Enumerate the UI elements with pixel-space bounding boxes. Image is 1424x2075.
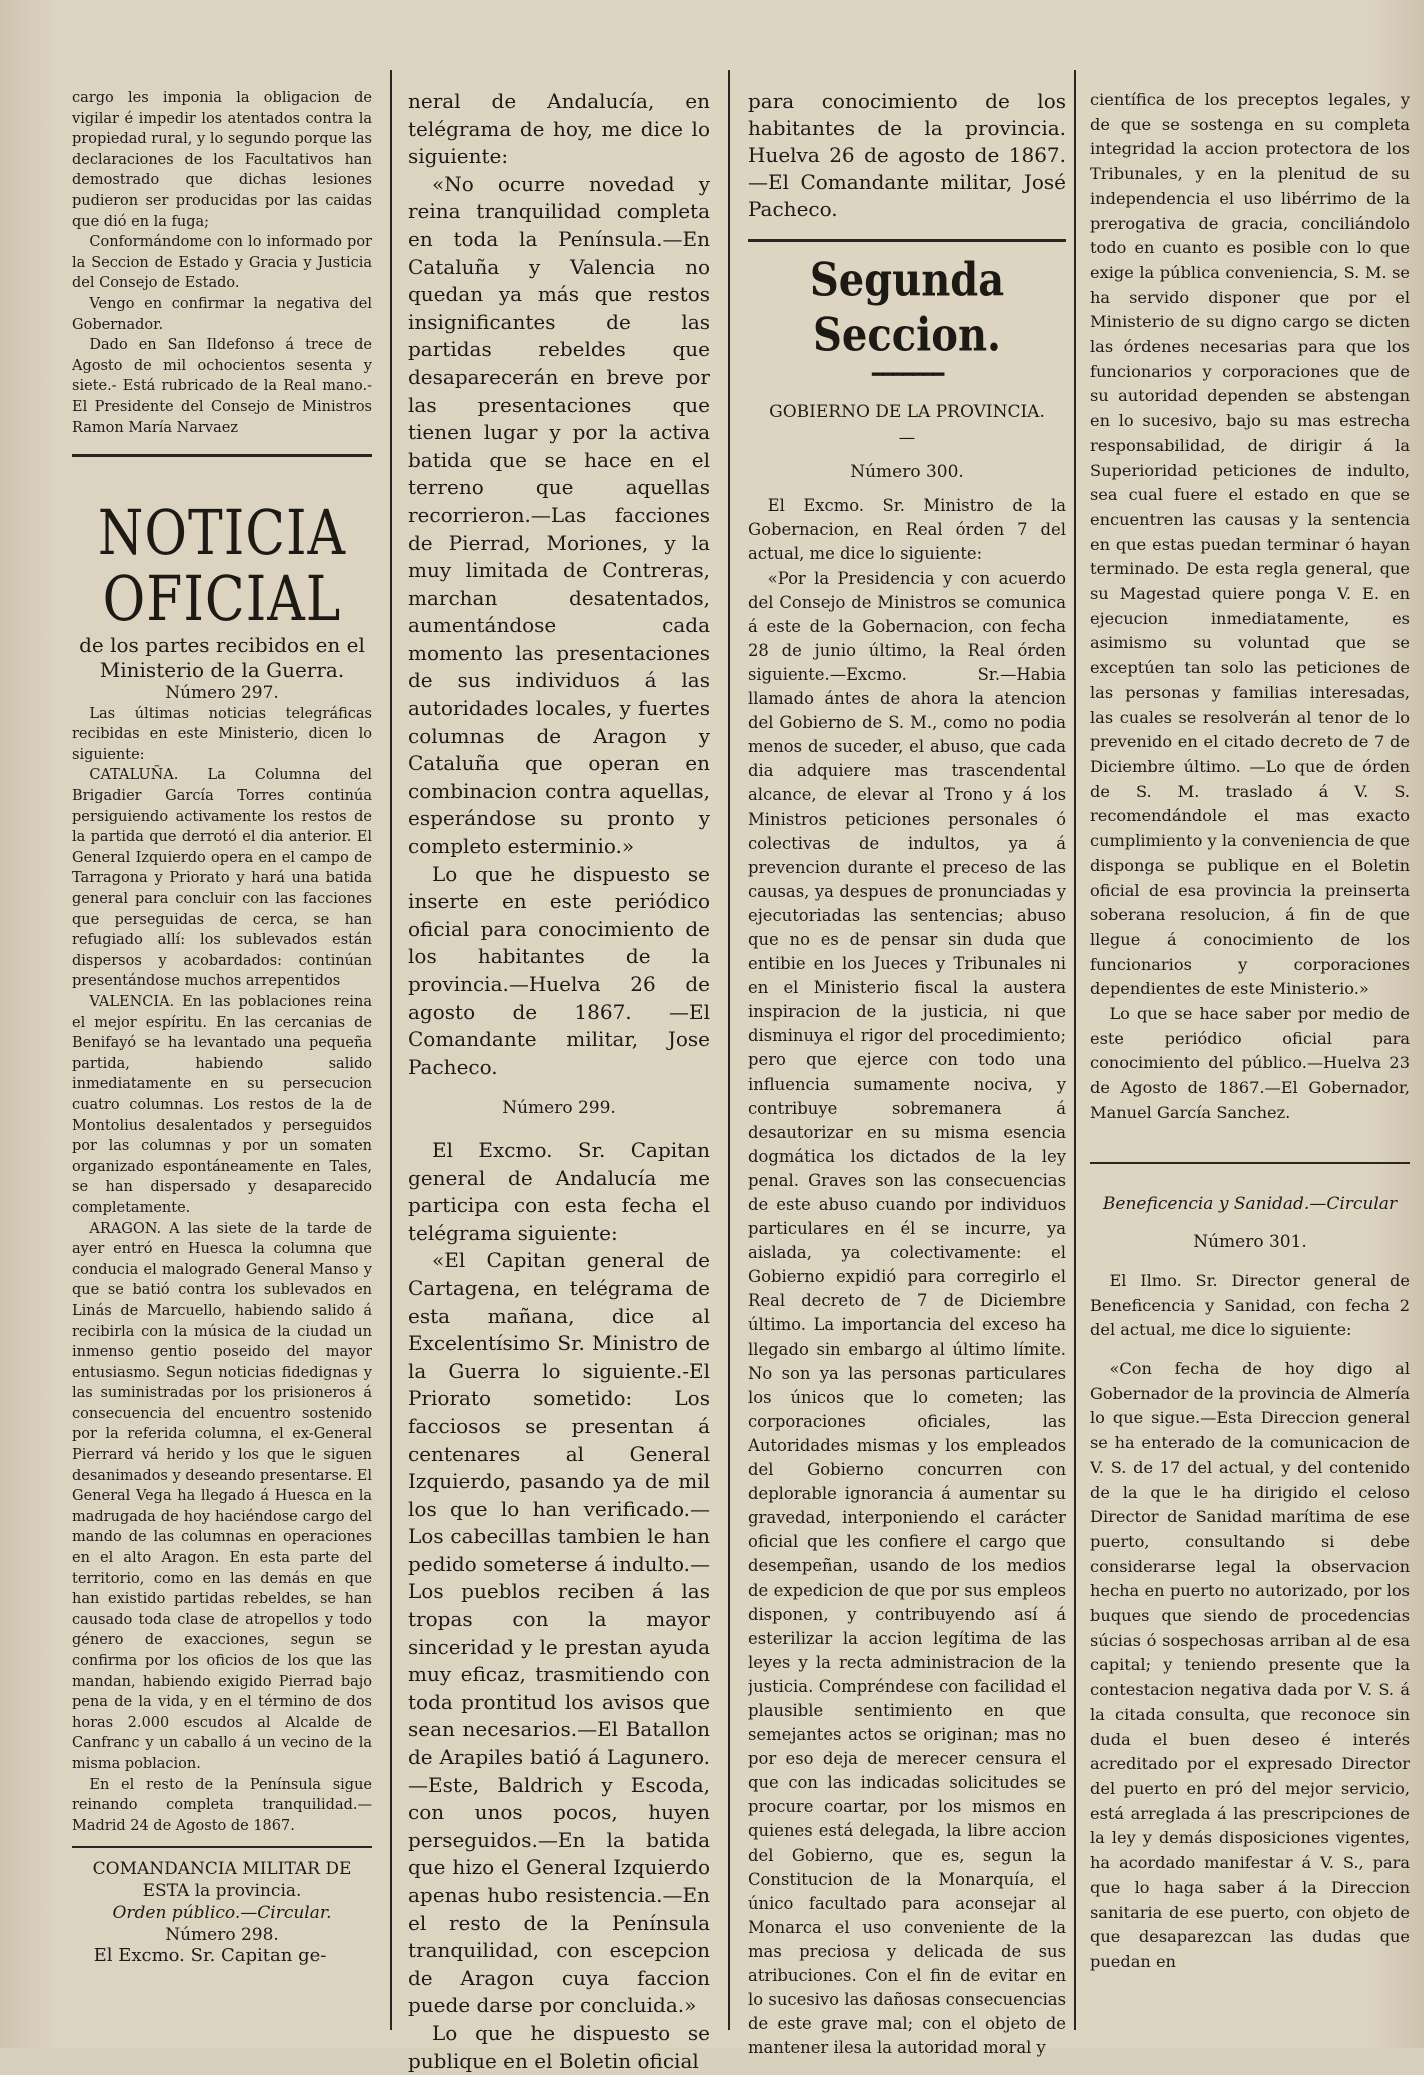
paragraph: Lo que he dispuesto se inserte en este periódico oficial para conocimiento de los habitantes de la provincia.—Huelva 26 de agosto de 1867. —El Comandante militar, Jose Pacheco.: [408, 861, 710, 1079]
paragraph: CATALUÑA. La Columna del Brigadier García Torres continúa persiguiendo activamente los restos de la partida que derrotó el dia anterior. El General Izquierdo opera en el campo de Tarragona y Priorato y hará una batida general para concluir con las facciones que perseguidas de cerca, se han refugiado allí: los sublevados están dispersos y acobardados: continúan presentándose muchos arrepentidos: [72, 767, 372, 990]
section-title: Segunda Seccion.: [809, 252, 1005, 363]
paragraph: «El Capitan general de Cartagena, en telégrama de esta mañana, dice al Excelentísimo Sr. Ministro de la Guerra lo siguiente.-El Priorato sometido: Los facciosos se presentan á centenares al General Izquierdo, pasando ya de mil los que lo han verificado.—Los cabecillas tambien le han pedido someterse á indulto.—Los pueblos reciben á las tropas con la mayor sinceridad y le prestan ayuda muy eficaz, trasmitiendo con toda prontitud los avisos que sean necesarios.—El Batallon de Arapiles batió á Lagunero.—Este, Baldrich y Escoda, con unos pocos, huyen perseguidos.—En la batida que hizo el General Izquierdo apenas hubo resistencia.—En el resto de la Península tranquilidad, con escepcion de Aragon cuya faccion puede darse por concluida.»: [408, 1248, 710, 2018]
paragraph: Lo que se hace saber por medio de este periódico oficial para conocimiento del público.—Huelva 23 de Agosto de 1867.—El Gobernador, Manuel García Sanchez.: [1090, 1004, 1410, 1122]
paragraph: «Con fecha de hoy digo al Gobernador de la provincia de Almería lo que sigue.—Esta Direccion general se ha enterado de la comunicacion de V. S. de 17 del actual, y del contenido de la que le ha dirigido el celoso Director de Sanidad marítima de ese puerto, consultando si debe considerarse legal la observacion hecha en puerto no autorizado, por los buques que siendo de procedencias súcias ó sospechosas arriban al de esa capital; y teniendo presente que la contestacion negativa dada por V. S. á la citada consulta, que reconoce sin duda el buen deseo é interés acreditado por el expresado Director del puerto en pró del mejor servicio, está arreglada á las prescripciones de la ley y demás disposiciones vigentes, ha acordado manifestar á V. S., para que lo haga saber á la Direccion sanitaria de ese puerto, con objeto de que desaparezcan las dudas que puedan en: [1090, 1359, 1410, 1971]
ornament-rule: ━━━━━━━: [871, 362, 943, 386]
paragraph: El Excmo. Sr. Capitan ge-: [93, 1945, 327, 1967]
paragraph: científica de los preceptos legales, y de que se sostenga en su completa integridad la accion protectora de los Tribunales, y en la plenitud de su independencia el uso libérrimo de la prerogativa de gracia, conciliándolo todo en cuanto es posible con lo que exige la pública conveniencia, S. M. se ha servido disponer que por el Ministerio de su digno cargo se dicten las órdenes necesarias para que los funcionarios y corporaciones que de su autoridad dependen se abstengan en lo sucesivo, bajo su mas estrecha responsabilidad, de dirigir á la Superioridad peticiones de indulto, sea cual fuere el estado en que se encuentren las causas y la sentencia en que estas puedan terminar ó hayan terminado. De esta regla general, que su Magestad quiere ponga V. E. en ejecucion inmediatamente, es asimismo su voluntad que se exceptúen tan solo las peticiones de las personas y familias interesadas, las cuales se resolverán al tenor de lo prevenido en el citado decreto de 7 de Diciembre último. —Lo que de órden de S. M. traslado á V. S. recomendándole el mas exacto cumplimiento y la conveniencia de que disponga se publique en el Boletin oficial de esa provincia la preinserta soberana resolucion, á fin de que llegue á conocimiento de los funcionarios y corporaciones dependientes de este Ministerio.»: [1090, 90, 1410, 999]
divider: [1090, 1162, 1410, 1164]
paragraph: Las últimas noticias telegráficas recibidas en este Ministerio, dicen lo siguiente:: [72, 705, 372, 763]
paragraph: neral de Andalucía, en telégrama de hoy, me dice lo siguiente:: [408, 89, 710, 169]
column-2: [408, 88, 710, 2075]
dash: —: [898, 428, 916, 448]
paragraph: VALENCIA. En las poblaciones reina el mejor espíritu. En las cercanias de Benifayó se ha levantado una pequeña partida, habiendo salido inmediatamente en su persecucion cuatro columnas. Los restos de la de Montolius desalentados y perseguidos por las columnas y por un somaten organizado espontáneamente en Tales, se han dispersado y desaparecido completamente.: [72, 994, 372, 1216]
divider: [748, 239, 1066, 242]
column-1: [72, 88, 372, 1967]
paragraph: En el resto de la Península sigue reinando completa tranquilidad.—Madrid 24 de Agosto de 1867.: [72, 1776, 372, 1834]
section-heading: Beneficencia y Sanidad.—Circular: [1102, 1193, 1398, 1214]
divider: [72, 454, 372, 457]
paragraph: «Por la Presidencia y con acuerdo del Consejo de Ministros se comunica á este de la Gobernacion, con fecha 28 de junio último, la Real órden siguiente.—Excmo. Sr.—Habia llamado ántes de ahora la atencion del Gobierno de S. M., como no podia menos de suceder, el abuso, que cada dia adquiere mas trascendental alcance, de elevar al Trono y á los Ministros peticiones personales ó colectivas de indultos, ya á prevencion durante el preceso de las causas, ya despues de pronunciadas y ejecutoriadas las sentencias; abuso que no es de pensar sin duda que entibie en los Jueces y Tribunales ni en el Ministerio fiscal la austera inspiracion de la justicia, ni que disminuya el rigor del procedimiento; pero que ejerce con todo una influencia sumamente nociva, y contribuye sobremanera á desautorizar en su misma esencia dogmática los dictados de la ley penal. Graves son las consecuencias de este abuso cuando por individuos particulares en él se incurre, ya aislada, ya colectivamente: el Gobierno expidió para corregirlo el Real decreto de 7 de Diciembre último. La importancia del exceso ha llegado sin embargo al último límite. No son ya las personas particulares los únicos que lo cometen; las corporaciones oficiales, las Autoridades mismas y los empleados del Gobierno concurren con deplorable ignorancia á aumentar su gravedad, interponiendo el carácter oficial que les confiere el cargo que desempeñan, usando de los medios de expedicion de que por sus empleos disponen, y contribuyendo así á esterilizar la accion legítima de las leyes y la recta administracion de la justicia. Compréndese con facilidad el plausible sentimiento en que semejantes actos se originan; mas no por eso deja de merecer censura el que con las indicadas solicitudes se procure coartar, por los mismos en quienes está delegada, la libre accion del Gobierno, que es, segun la Constitucion de la Monarquía, el único facultado para aconsejar al Monarca el uso conveniente de la mas preciosa y delicada de sus atribuciones. Con el fin de evitar en lo sucesivo las dañosas consecuencias de este grave mal; con el objeto de mantener ilesa la autoridad moral y: [748, 568, 1066, 2058]
column-3: [748, 88, 1066, 2060]
number-heading: Número 299.: [502, 1098, 616, 1119]
paragraph: Dado en San Ildefonso á trece de Agosto de mil ochocientos sesenta y siete.- Está rubricado de la Real mano.- El Presidente del Consejo de Ministros Ramon María Narvaez: [72, 337, 372, 436]
section-heading: Orden público.—Circular.: [112, 1903, 332, 1924]
paragraph: para conocimiento de los habitantes de la provincia. Huelva 26 de agosto de 1867.—El Comandante militar, José Pacheco.: [748, 89, 1066, 221]
section-heading: COMANDANCIA MILITAR DE ESTA la provincia.: [92, 1859, 352, 1902]
column-4: [1090, 88, 1410, 1975]
paragraph: «No ocurre novedad y reina tranquilidad completa en toda la Península.—En Cataluña y Valencia no quedan ya más que restos insignificantes de las partidas rebeldes que desaparecerán en breve por las presentaciones que tienen lugar y por la activa batida que se hace en el terreno que aquellas recorrieron.—Las facciones de Pierrad, Moriones, y la muy limitada de Contreras, marchan desatentados, aumentándose cada momento las presentaciones de sus individuos á las autoridades locales, y fuertes columnas de Aragon y Cataluña que operan en combinacion contra aquellas, esperándose su pronto y completo esterminio.»: [408, 171, 710, 859]
paragraph: cargo les imponia la obligacion de vigilar é impedir los atentados contra la propiedad rural, y lo segundo porque las declaraciones de los Facultativos han demostrado que dichas lesiones pudieron ser producidas por las caidas que dió en la fuga;: [72, 90, 372, 230]
paragraph: El Ilmo. Sr. Director general de Beneficencia y Sanidad, con fecha 2 del actual, me dice lo siguiente:: [1090, 1270, 1410, 1340]
paragraph: Conformándome con lo informado por la Seccion de Estado y Gracia y Justicia del Consejo de Estado.: [72, 234, 372, 292]
paragraph: Lo que he dispuesto se publique en el Boletin oficial: [408, 2020, 710, 2073]
paragraph: ARAGON. A las siete de la tarde de ayer entró en Huesca la columna que conducia el malogrado General Manso y que se batió contra los sublevados en Linás de Marcuello, habiendo salido á recibirla con la música de la ciudad un inmenso gentio poseido del mayor entusiasmo. Segun noticias fidedignas y las suministradas por los prisioneros á consecuencia del encuentro sostenido por la referida columna, el ex-General Pierrard vá herido y los que le siguen desanimados y deseando presentarse. El General Vega ha llegado á Huesca en la madrugada de hoy haciéndose cargo del mando de las columnas en operaciones en el alto Aragon. En esta parte del territorio, como en las demás en que han existido partidas rebeldes, se han causado toda clase de atropellos y todo género de exacciones, segun se confirma por los oficios de los que las mandan, habiendo exigido Pierrad bajo pena de la vida, y en el término de dos horas 2.000 escudos al Alcalde de Canfranc y un caballo á un vecino de la misma poblacion.: [72, 1220, 372, 1772]
column-rule: [728, 70, 730, 2030]
number-heading: Número 298.: [165, 1925, 279, 1946]
paragraph: El Excmo. Sr. Ministro de la Gobernacion, en Real órden 7 del actual, me dice lo siguiente:: [748, 496, 1066, 564]
section-heading: GOBIERNO DE LA PROVINCIA.: [769, 402, 1045, 423]
number-heading: Número 297.: [165, 683, 279, 704]
section-subtitle: de los partes recibidos en el Ministerio de la Guerra.: [79, 633, 365, 683]
paragraph: Vengo en confirmar la negativa del Gobernador.: [72, 295, 372, 333]
number-heading: Número 301.: [1193, 1232, 1307, 1253]
number-heading: Número 300.: [850, 462, 964, 483]
column-rule: [1074, 70, 1076, 2030]
section-title: NOTICIA OFICIAL: [97, 498, 347, 636]
divider: [72, 1846, 372, 1848]
column-rule: [390, 70, 392, 2030]
paragraph: El Excmo. Sr. Capitan general de Andalucía me participa con esta fecha el telégrama siguiente:: [408, 1137, 710, 1245]
